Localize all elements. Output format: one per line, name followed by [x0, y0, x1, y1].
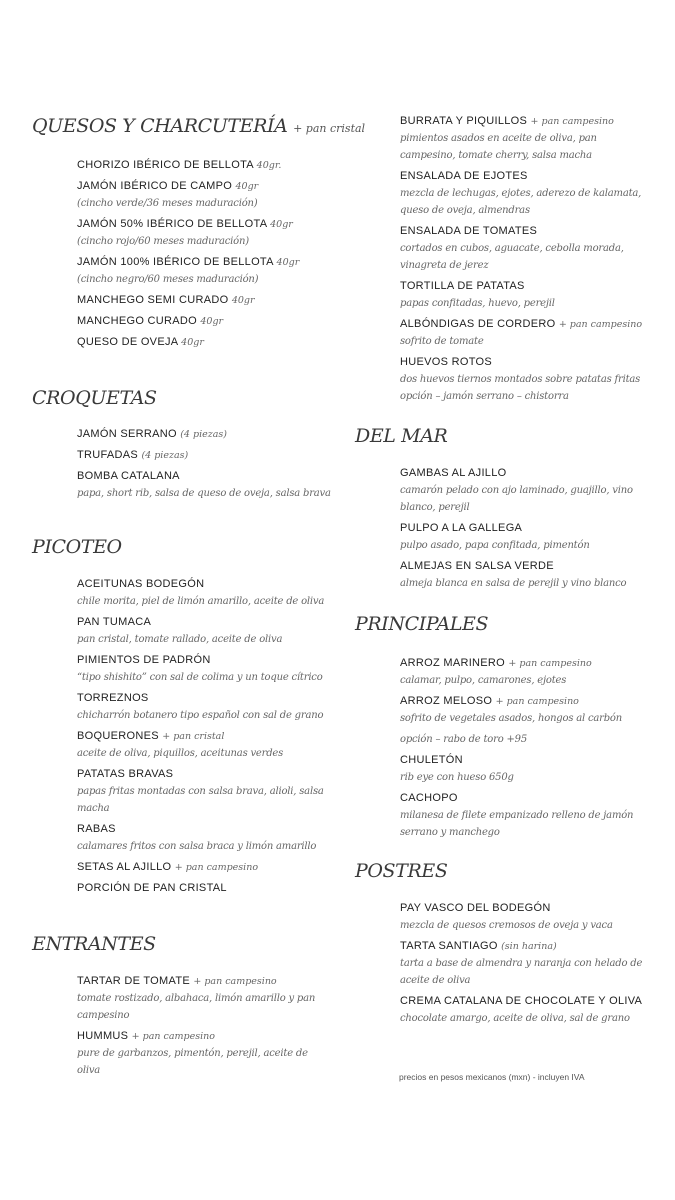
price-footnote: precios en pesos mexicanos (mxn) - incluyen IVA — [399, 1072, 585, 1082]
menu-item — [400, 223, 655, 274]
item-name-line — [400, 316, 655, 333]
item-quantity: 40gr. — [256, 160, 282, 171]
item-name-line — [77, 821, 332, 838]
item-description: chocolate amargo, aceite de oliva, sal de grano — [400, 1013, 630, 1024]
item-description: pure de garbanzos, pimentón, perejil, aceite de oliva — [77, 1048, 308, 1076]
menu-item — [77, 254, 332, 288]
item-name-line — [77, 426, 332, 443]
item-name-line — [77, 973, 332, 990]
item-description: papa, short rib, salsa de queso de oveja, salsa brava — [77, 488, 331, 499]
item-name: BOMBA CATALANA — [77, 470, 180, 482]
menu-item — [77, 728, 332, 762]
items-quesos — [77, 157, 332, 351]
section-title: QUESOS Y CHARCUTERÍA + pan cristal — [32, 115, 366, 137]
menu-item — [77, 821, 332, 855]
item-name-line — [400, 752, 655, 769]
item-quantity: 40gr — [231, 295, 255, 306]
item-quantity: (sin harina) — [501, 941, 557, 952]
section-title: POSTRES — [355, 860, 448, 882]
item-description: chicharrón botanero tipo español con sal de grano — [77, 710, 324, 721]
menu-item — [400, 354, 655, 405]
item-name-line — [77, 216, 332, 233]
item-name-line — [400, 900, 655, 917]
item-name: QUESO DE OVEJA — [77, 336, 178, 348]
item-description: mezcla de quesos cremosos de oveja y vaca — [400, 920, 613, 931]
item-name-line — [77, 576, 332, 593]
item-name: BURRATA Y PIQUILLOS — [400, 115, 528, 127]
item-name: TORTILLA DE PATATAS — [400, 280, 525, 292]
section-picoteo — [32, 536, 332, 901]
item-name: PIMIENTOS DE PADRÓN — [77, 654, 211, 666]
item-description: pulpo asado, papa confitada, pimentón — [400, 540, 590, 551]
menu-item — [77, 614, 332, 648]
item-name: GAMBAS AL AJILLO — [400, 467, 507, 479]
items-croquetas — [77, 426, 332, 502]
menu-item — [77, 447, 332, 464]
item-note: + pan campesino — [193, 976, 277, 987]
section-croquetas — [32, 387, 332, 506]
item-name: ARROZ MARINERO — [400, 657, 506, 669]
item-name-line — [400, 520, 655, 537]
item-name-line — [400, 693, 655, 710]
item-name: CHORIZO IBÉRICO DE BELLOTA — [77, 159, 254, 171]
item-note: + pan campesino — [530, 116, 614, 127]
items-entrantes-cont — [400, 113, 655, 405]
item-name: JAMÓN 100% IBÉRICO DE BELLOTA — [77, 256, 274, 268]
item-quantity: 40gr — [200, 316, 224, 327]
item-quantity: 40gr — [270, 219, 293, 230]
item-name: ACEITUNAS BODEGÓN — [77, 578, 205, 590]
items-principales — [400, 655, 655, 841]
item-name: ENSALADA DE TOMATES — [400, 225, 538, 237]
item-description: tarta a base de almendra y naranja con helado de aceite de oliva — [400, 958, 643, 986]
menu-item — [77, 178, 332, 212]
items-picoteo — [77, 576, 332, 897]
item-name-line — [400, 354, 655, 371]
item-name-line — [400, 790, 655, 807]
item-description: chile morita, piel de limón amarillo, aceite de oliva — [77, 596, 325, 607]
item-name-line — [77, 859, 332, 876]
item-description: rib eye con hueso 650g — [400, 772, 514, 783]
section-principales — [355, 613, 655, 845]
menu-item — [400, 790, 655, 841]
item-description: sofrito de tomate — [400, 336, 484, 347]
item-name: JAMÓN 50% IBÉRICO DE BELLOTA — [77, 218, 267, 230]
item-name: RABAS — [77, 823, 116, 835]
item-name: TARTAR DE TOMATE — [77, 975, 190, 987]
section-title: ENTRANTES — [32, 933, 156, 955]
menu-item — [77, 426, 332, 443]
item-name-line — [77, 292, 332, 309]
item-name-line — [400, 223, 655, 240]
menu-item — [77, 576, 332, 610]
menu-item — [400, 993, 655, 1027]
item-description: calamar, pulpo, camarones, ejotes — [400, 675, 567, 686]
items-postres — [400, 900, 655, 1027]
menu-item — [77, 766, 332, 817]
item-name: PAN TUMACA — [77, 616, 152, 628]
menu-item — [77, 292, 332, 309]
item-name-line — [77, 880, 332, 897]
menu-item — [400, 752, 655, 786]
item-name-line — [77, 690, 332, 707]
section-delmar — [355, 425, 655, 596]
menu-item — [400, 558, 655, 592]
item-description: (cincho negro/60 meses maduración) — [77, 274, 259, 285]
item-note: + pan campesino — [508, 658, 592, 669]
items-entrantes — [77, 973, 332, 1079]
section-title: DEL MAR — [355, 425, 448, 447]
item-description: dos huevos tiernos montados sobre patatas fritas opción – jamón serrano – chistorra — [400, 374, 641, 402]
menu-item — [77, 334, 332, 351]
menu-item — [400, 655, 655, 689]
item-description: papas confitadas, huevo, perejil — [400, 298, 555, 309]
item-name-line — [400, 168, 655, 185]
item-name: JAMÓN SERRANO — [77, 428, 177, 440]
item-description: camarón pelado con ajo laminado, guajillo, vino blanco, perejil — [400, 485, 633, 513]
section-title: PRINCIPALES — [355, 613, 489, 635]
item-quantity: (4 piezas) — [180, 429, 227, 440]
item-name-line — [77, 468, 332, 485]
menu-item — [77, 216, 332, 250]
item-name-line — [400, 113, 655, 130]
item-name-line — [400, 655, 655, 672]
item-name: ALBÓNDIGAS DE CORDERO — [400, 318, 556, 330]
menu-item — [77, 1028, 332, 1079]
item-description: almeja blanca en salsa de perejil y vino blanco — [400, 578, 627, 589]
menu-item — [77, 859, 332, 876]
item-name: SETAS AL AJILLO — [77, 861, 172, 873]
section-entrantes-cont — [355, 113, 655, 409]
menu-item — [77, 690, 332, 724]
item-description: aceite de oliva, piquillos, aceitunas verdes — [77, 748, 284, 759]
item-name-line — [77, 447, 332, 464]
item-name-line — [77, 614, 332, 631]
item-name: PORCIÓN DE PAN CRISTAL — [77, 882, 227, 894]
menu-item — [400, 278, 655, 312]
section-title: CROQUETAS — [32, 387, 157, 409]
item-description: pimientos asados en aceite de oliva, pan campesino, tomate cherry, salsa macha — [400, 133, 597, 161]
section-entrantes — [32, 933, 332, 1083]
item-name: TORREZNOS — [77, 692, 149, 704]
item-description: cortados en cubos, aguacate, cebolla morada, vinagreta de jerez — [400, 243, 624, 271]
item-description: (cincho rojo/60 meses maduración) — [77, 236, 249, 247]
item-name-line — [77, 157, 332, 174]
item-description: papas fritas montadas con salsa brava, alioli, salsa macha — [77, 786, 324, 814]
item-description: tomate rostizado, albahaca, limón amarillo y pan campesino — [77, 993, 316, 1021]
item-note: + pan campesino — [131, 1031, 215, 1042]
item-name: PATATAS BRAVAS — [77, 768, 174, 780]
item-name-line — [400, 558, 655, 575]
item-name: TRUFADAS — [77, 449, 139, 461]
items-delmar — [400, 465, 655, 592]
menu-item — [400, 520, 655, 554]
item-name: HUEVOS ROTOS — [400, 356, 493, 368]
item-quantity: 40gr — [276, 257, 300, 268]
item-note: + pan campesino — [558, 319, 643, 330]
item-quantity: (4 piezas) — [141, 450, 189, 461]
menu-item — [77, 652, 332, 686]
menu-item — [77, 880, 332, 897]
section-title: PICOTEO — [32, 536, 122, 558]
item-description: opción – rabo de toro +95 — [400, 734, 528, 745]
item-quantity: 40gr — [181, 337, 204, 348]
item-name: ARROZ MELOSO — [400, 695, 493, 707]
menu-item — [77, 468, 332, 502]
item-description: “tipo shishito” con sal de colima y un toque cítrico — [77, 672, 323, 683]
item-name-line — [77, 254, 332, 271]
menu-item — [400, 693, 655, 748]
menu-item — [400, 113, 655, 164]
item-name-line — [77, 766, 332, 783]
item-name-line — [77, 652, 332, 669]
menu-item — [400, 900, 655, 934]
item-name-line — [77, 1028, 332, 1045]
item-description: calamares fritos con salsa braca y limón amarillo — [77, 841, 317, 852]
item-name: CHULETÓN — [400, 754, 463, 766]
item-name-line — [77, 334, 332, 351]
item-name: PULPO A LA GALLEGA — [400, 522, 523, 534]
item-description: pan cristal, tomate rallado, aceite de oliva — [77, 634, 283, 645]
item-name-line — [400, 993, 655, 1010]
item-description: milanesa de filete empanizado relleno de jamón serrano y manchego — [400, 810, 634, 838]
item-name: ALMEJAS EN SALSA VERDE — [400, 560, 554, 572]
item-note: + pan cristal — [162, 731, 225, 742]
menu-item — [400, 316, 655, 350]
item-name: PAY VASCO DEL BODEGÓN — [400, 902, 551, 914]
menu-item — [77, 157, 332, 174]
item-name-line — [77, 728, 332, 745]
item-name: MANCHEGO CURADO — [77, 315, 198, 327]
item-name: HUMMUS — [77, 1030, 129, 1042]
section-postres — [355, 860, 655, 1031]
section-quesos — [32, 115, 366, 355]
item-note: + pan campesino — [174, 862, 259, 873]
item-description: sofrito de vegetales asados, hongos al carbón — [400, 713, 622, 724]
item-name-line — [400, 938, 655, 955]
item-name: JAMÓN IBÉRICO DE CAMPO — [77, 180, 233, 192]
item-name: CREMA CATALANA DE CHOCOLATE Y OLIVA — [400, 995, 643, 1007]
item-quantity: 40gr — [235, 181, 259, 192]
item-description: mezcla de lechugas, ejotes, aderezo de kalamata, queso de oveja, almendras — [400, 188, 642, 216]
menu-item — [400, 465, 655, 516]
item-note: + pan campesino — [495, 696, 579, 707]
item-name: MANCHEGO SEMI CURADO — [77, 294, 229, 306]
item-name-line — [77, 178, 332, 195]
item-name: CACHOPO — [400, 792, 458, 804]
item-description: (cincho verde/36 meses maduración) — [77, 198, 258, 209]
menu-item — [400, 938, 655, 989]
menu-item — [77, 973, 332, 1024]
item-name: ENSALADA DE EJOTES — [400, 170, 528, 182]
menu-item — [77, 313, 332, 330]
item-name-line — [77, 313, 332, 330]
item-name: TARTA SANTIAGO — [400, 940, 498, 952]
item-name: BOQUERONES — [77, 730, 159, 742]
menu-item — [400, 168, 655, 219]
item-name-line — [400, 465, 655, 482]
item-name-line — [400, 278, 655, 295]
